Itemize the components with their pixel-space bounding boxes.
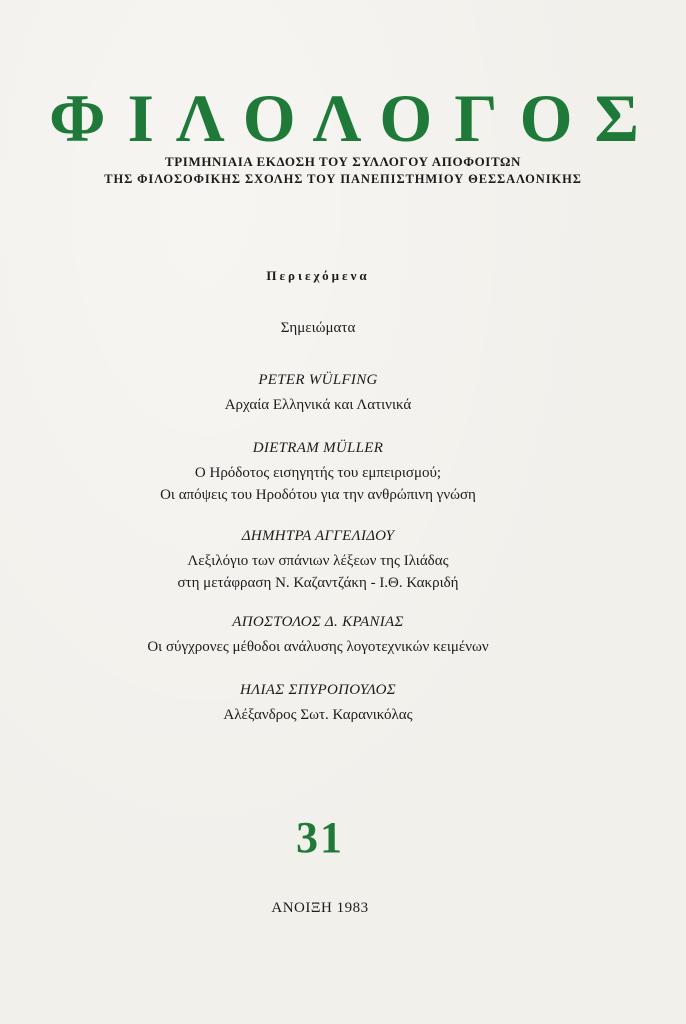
entry-title-line: Οι σύγχρονες μέθοδοι ανάλυσης λογοτεχνικών κειμένων: [147, 639, 489, 655]
toc-entry: [0, 680, 636, 726]
entry-title-line: Αλέξανδρος Σωτ. Καρανικόλας: [223, 707, 413, 723]
entry-author: ΗΛΙΑΣ ΣΠΥΡΟΠΟΥΛΟΣ: [240, 682, 396, 698]
entry-author: PETER WÜLFING: [258, 372, 378, 388]
issue-number: 31: [296, 813, 344, 862]
issue-date: ΑΝΟΙΞΗ 1983: [271, 900, 369, 916]
subtitle-line-2: ΤΗΣ ΦΙΛΟΣΟΦΙΚΗΣ ΣΧΟΛΗΣ ΤΟΥ ΠΑΝΕΠΙΣΤΗΜΙΟΥ ΘΕΣΣΑΛΟΝΙΚΗΣ: [104, 172, 582, 186]
toc-entry: [0, 526, 636, 594]
notes-label: Σημειώματα: [280, 320, 356, 336]
toc-entry: [0, 438, 636, 506]
subtitle-line-1: ΤΡΙΜΗΝΙΑΙΑ ΕΚΔΟΣΗ ΤΟΥ ΣΥΛΛΟΓΟΥ ΑΠΟΦΟΙΤΩΝ: [165, 154, 521, 169]
contents-heading: Περιεχόμενα: [266, 268, 370, 283]
entry-author: DIETRAM MÜLLER: [252, 440, 384, 456]
toc-entry: [0, 370, 636, 416]
journal-title: ΦΙΛΟΛΟΓΟΣ: [49, 80, 661, 156]
entry-author: ΑΠΟΣΤΟΛΟΣ Δ. ΚΡΑΝΙΑΣ: [232, 614, 404, 630]
entry-title-line: Αρχαία Ελληνικά και Λατινικά: [224, 397, 412, 413]
toc-entry: [0, 612, 636, 658]
entry-title-line: Οι απόψεις του Ηροδότου για την ανθρώπινη γνώση: [160, 487, 476, 503]
masthead: [0, 82, 686, 154]
entry-author: ΔΗΜΗΤΡΑ ΑΓΓΕΛΙΔΟΥ: [241, 528, 395, 544]
entry-title-line: Ο Ηρόδοτος εισηγητής του εμπειρισμού;: [194, 465, 442, 481]
entry-title-line: στη μετάφραση Ν. Καζαντζάκη - Ι.Θ. Κακριδή: [177, 575, 459, 591]
entry-title-line: Λεξιλόγιο των σπάνιων λέξεων της Ιλιάδας: [187, 553, 449, 569]
